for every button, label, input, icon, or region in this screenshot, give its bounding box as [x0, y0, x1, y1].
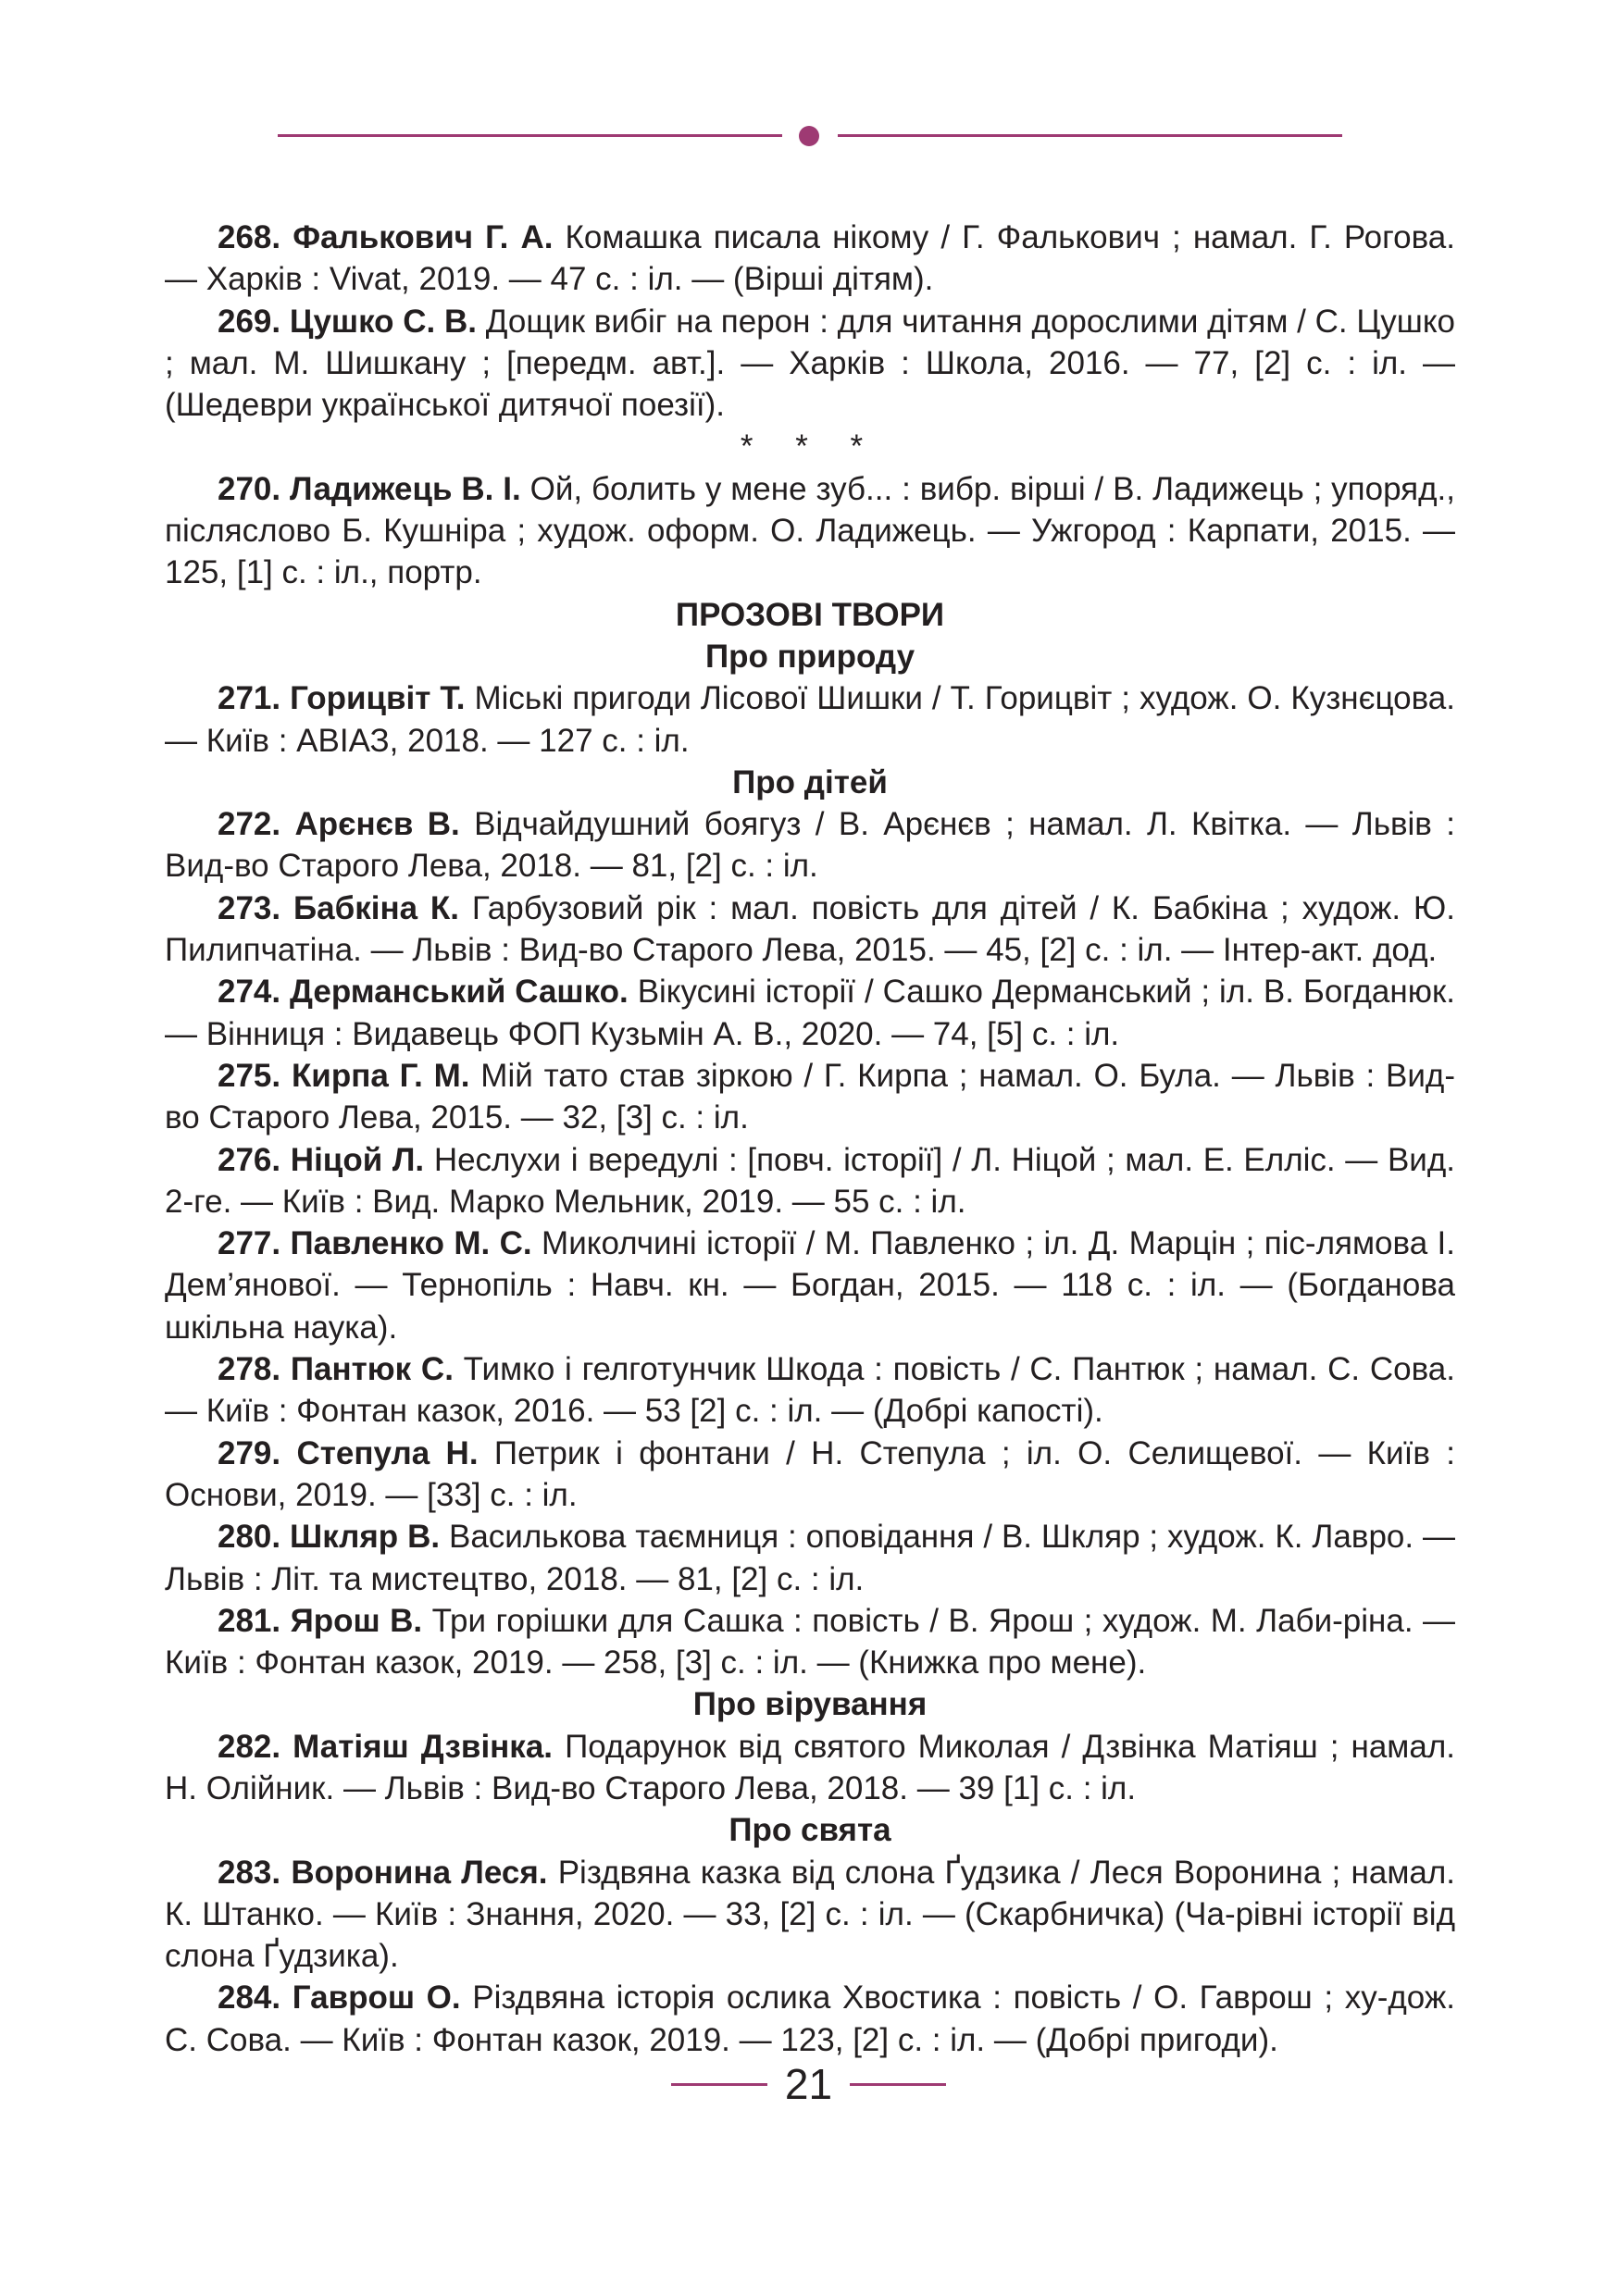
entry-number: 280. [218, 1519, 281, 1556]
entry-text: Ой, болить у мене зуб... : вибр. вірші / В. Ладижець ; упоряд., післяслово Б. Кушніра ; худож. оформ. О. Ладижець. — Ужгород : Карпати, 2015. — 125, [1] с. : іл., портр. [165, 470, 1455, 591]
entry-text: Три горішки для Сашка : повість / В. Ярош ; худож. М. Лаби-ріна. — Київ : Фонтан казок, 2019. — 258, [3] с. : іл. — (Книжка про мене). [165, 1602, 1455, 1682]
section-separator-stars: * * * [740, 428, 880, 465]
entry-text: Міські пригоди Лісової Шишки / Т. Горицвіт ; худож. О. Кузнєцова. — Київ : АВІАЗ, 2018. — 127 с. : іл. [165, 680, 1455, 759]
ornament-dot [799, 126, 819, 146]
entry-text: Василькова таємниця : оповідання / В. Шкляр ; худож. К. Лавро. — Львів : Літ. та мистецтво, 2018. — 81, [2] с. : іл. [165, 1519, 1456, 1597]
entry-number: 282. [218, 1728, 281, 1765]
entry-number: 279. [218, 1434, 281, 1471]
section-heading-prose: ПРОЗОВІ ТВОРИ [675, 596, 945, 633]
page-footer [0, 2056, 1619, 2112]
entry-number: 278. [218, 1351, 281, 1388]
entry-text: Неслухи і вередулі : [повч. історії] / Л. Ніцой ; мал. Е. Елліс. — Вид. 2-ге. — Київ : Вид. Марко Мельник, 2019. — 55 с. : іл. [165, 1141, 1455, 1220]
entry-269 [165, 301, 1455, 427]
entry-author: Дерманський Сашко. [290, 974, 629, 1011]
entry-number: 272. [218, 806, 281, 843]
ornament-line-left [278, 134, 782, 137]
entry-author: Шкляр В. [290, 1519, 441, 1556]
entry-author: Бабкіна К. [293, 889, 459, 926]
top-ornament [278, 126, 1342, 146]
subheading-nature: Про природу [704, 638, 915, 675]
entry-author: Горицвіт Т. [290, 680, 466, 717]
entry-text: Гарбузовий рік : мал. повість для дітей / К. Бабкіна ; худож. Ю. Пилипчатіна. — Львів : Вид-во Старого Лева, 2015. — 45, [2] с. : іл. — Інтер-акт. дод. [165, 889, 1455, 969]
entry-author: Цушко С. В. [289, 303, 478, 340]
entry-author: Ярош В. [290, 1602, 423, 1639]
entry-author: Ладижець В. І. [290, 470, 521, 507]
entry-number: 274. [218, 974, 281, 1011]
entry-282 [165, 1726, 1455, 1810]
entry-272 [165, 803, 1455, 887]
entry-280 [165, 1516, 1455, 1600]
entry-author: Гаврош О. [292, 1980, 461, 2017]
entry-number: 284. [218, 1980, 281, 2017]
entry-number: 273. [218, 889, 281, 926]
entry-author: Матіяш Дзвінка. [293, 1728, 554, 1765]
entry-text: Вікусині історії / Сашко Дерманський ; іл. В. Богданюк. — Вінниця : Видавець ФОП Кузьмін А. В., 2020. — 74, [5] с. : іл. [165, 974, 1455, 1052]
entry-number: 281. [218, 1602, 281, 1639]
entry-number: 269. [218, 303, 281, 340]
footer-line-right [850, 2083, 946, 2086]
entry-number: 271. [218, 680, 281, 717]
entry-author: Кирпа Г. М. [291, 1057, 470, 1094]
subheading-children: Про дітей [732, 763, 888, 800]
entry-279 [165, 1433, 1455, 1517]
ornament-line-right [838, 134, 1342, 137]
subheading-faith: Про вірування [692, 1686, 928, 1723]
entry-273 [165, 887, 1455, 972]
entry-author: Степула Н. [296, 1434, 479, 1471]
entry-number: 276. [218, 1141, 281, 1178]
entry-number: 270. [218, 470, 281, 507]
entry-278 [165, 1348, 1455, 1433]
bibliography-list [165, 217, 1455, 2061]
entry-text: Різдвяна історія ослика Хвостика : повість / О. Гаврош ; ху-дож. С. Сова. — Київ : Фонтан казок, 2019. — 123, [2] с. : іл. — (Добрі пригоди). [165, 1980, 1456, 2058]
subheading-holidays: Про свята [729, 1812, 891, 1849]
entry-268 [165, 217, 1455, 301]
entry-author: Арєнєв В. [294, 806, 460, 843]
entry-text: Подарунок від святого Миколая / Дзвінка Матіяш ; намал. Н. Олійник. — Львів : Вид-во Старого Лева, 2018. — 39 [1] с. : іл. [165, 1728, 1455, 1806]
entry-276 [165, 1139, 1455, 1223]
entry-283 [165, 1852, 1455, 1978]
entry-author: Ніцой Л. [290, 1141, 425, 1178]
entry-text: Дощик вибіг на перон : для читання дорослими дітям / С. Цушко ; мал. М. Шишкану ; [передм. авт.]. — Харків : Школа, 2016. — 77, [2] с. : іл. — (Шедеври української дитячої поезії). [165, 303, 1455, 424]
entry-author: Воронина Леся. [291, 1854, 548, 1891]
entry-text: Відчайдушний боягуз / В. Арєнєв ; намал. Л. Квітка. — Львів : Вид-во Старого Лева, 2018. — 81, [2] с. : іл. [165, 806, 1455, 885]
entry-text: Тимко і гелготунчик Шкода : повість / С. Пантюк ; намал. С. Сова. — Київ : Фонтан казок, 2016. — 53 [2] с. : іл. — (Добрі капості). [165, 1351, 1455, 1430]
entry-270 [165, 468, 1455, 594]
entry-author: Павленко М. С. [290, 1225, 532, 1262]
entry-number: 277. [218, 1225, 281, 1262]
entry-281 [165, 1600, 1455, 1684]
entry-number: 283. [218, 1854, 281, 1891]
footer-line-left [671, 2083, 767, 2086]
entry-author: Фалькович Г. А. [293, 219, 554, 255]
entry-277 [165, 1222, 1455, 1348]
entry-text: Мій тато став зіркою / Г. Кирпа ; намал. О. Була. — Львів : Вид-во Старого Лева, 2015. — 32, [3] с. : іл. [165, 1057, 1455, 1136]
entry-number: 275. [218, 1057, 281, 1094]
entry-284 [165, 1977, 1455, 2061]
entry-text: Різдвяна казка від слона Ґудзика / Леся Воронина ; намал. К. Штанко. — Київ : Знання, 2020. — 33, [2] с. : іл. — (Скарбничка) (Ча-рівні історії від слона Ґудзика). [165, 1854, 1455, 1975]
page-number: 21 [784, 2060, 833, 2108]
entry-text: Миколчині історії / М. Павленко ; іл. Д. Марцін ; піс-лямова І. Дем’янової. — Тернопіль : Навч. кн. — Богдан, 2015. — 118 с. : іл. — (Богданова шкільна наука). [165, 1225, 1455, 1346]
entry-274 [165, 971, 1455, 1055]
entry-author: Пантюк С. [290, 1351, 454, 1388]
entry-271 [165, 677, 1455, 762]
entry-number: 268. [218, 219, 281, 255]
entry-text: Комашка писала нікому / Г. Фалькович ; намал. Г. Рогова. — Харків : Vivat, 2019. — 47 с. : іл. — (Вірші дітям). [165, 219, 1456, 298]
entry-275 [165, 1055, 1455, 1139]
entry-text: Петрик і фонтани / Н. Степула ; іл. О. Селищевої. — Київ : Основи, 2019. — [33] с. : іл. [165, 1434, 1455, 1513]
